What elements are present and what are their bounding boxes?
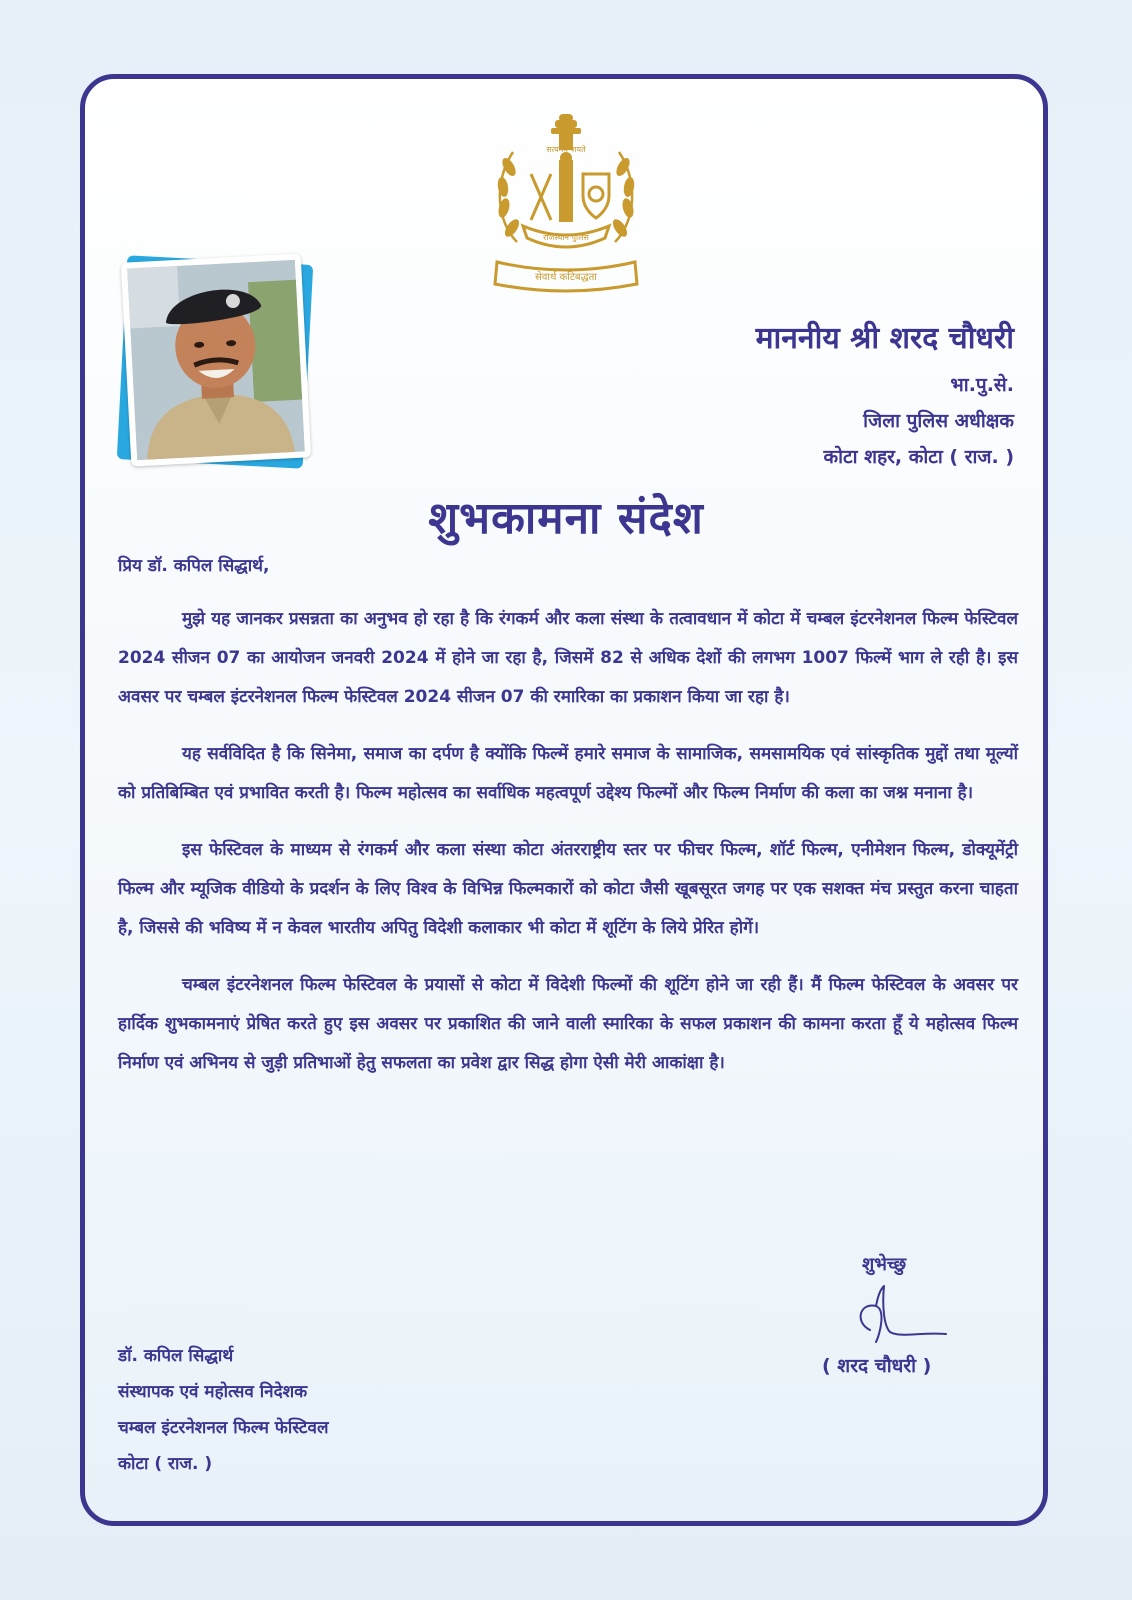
recipient-block bbox=[118, 1338, 328, 1482]
salutation: प्रिय डॉ. कपिल सिद्धार्थ, bbox=[118, 556, 270, 576]
officer-photo bbox=[118, 252, 318, 474]
recipient-title: संस्थापक एवं महोत्सव निदेशक bbox=[118, 1382, 308, 1402]
signatory-name: ( शरद चौधरी ) bbox=[822, 1355, 932, 1377]
officer-portrait-icon bbox=[121, 253, 311, 466]
recipient-city: कोटा ( राज. ) bbox=[118, 1454, 213, 1474]
recipient-organization: चम्बल इंटरनेशनल फिल्म फेस्टिवल bbox=[118, 1418, 329, 1438]
sender-name: माननीय श्री शरद चौधरी bbox=[755, 321, 1014, 356]
sender-location: कोटा शहर, कोटा ( राज. ) bbox=[823, 446, 1014, 468]
paragraph: यह सर्वविदित है कि सिनेमा, समाज का दर्पण है क्योंकि फिल्में हमारे समाज के सामाजिक, समसामयिक एवं सांस्कृतिक मुद्दों तथा मूल्यों को प्रतिबिम्बित एवं प्रभावित करती है। फिल्म महोत्सव का सर्वाधिक महत्वपूर्ण उद्देश्य फिल्मों और फिल्म निर्माण की कला का जश्न मनाना है। bbox=[118, 744, 1018, 803]
paragraph: मुझे यह जानकर प्रसन्नता का अनुभव हो रहा है कि रंगकर्म और कला संस्था के तत्वावधान में कोटा में चम्बल इंटरनेशनल फिल्म फेस्टिवल 2024 सीजन 07 का आयोजन जनवरी 2024 में होने जा रहा है, जिसमें 82 से अधिक देशों की लगभग 1007 फिल्में भाग ले रही है। इस अवसर पर चम्बल इंटरनेशनल फिल्म फेस्टिवल 2024 सीजन 07 की रमारिका का प्रकाशन किया जा रहा है। bbox=[118, 609, 1018, 707]
paragraph: इस फेस्टिवल के माध्यम से रंगकर्म और कला संस्था कोटा अंतरराष्ट्रीय स्तर पर फीचर फिल्म, शॉर्ट फिल्म, एनीमेशन फिल्म, डोक्यूमेंट्री फिल्म और म्यूजिक वीडियो के प्रदर्शन के लिए विश्व के विभिन्न फिल्मकारों को कोटा जैसी खूबसूरत जगह पर एक सशक्त मंच प्रस्तुत करना चाहता है, जिससे की भविष्य में न केवल भारतीय अपितु विदेशी कलाकार भी कोटा में शूटिंग के लिये प्रेरित होगें। bbox=[118, 840, 1018, 938]
sender-block bbox=[756, 316, 1014, 475]
emblem-scroll-text: सेवार्थ कटिबद्धता bbox=[535, 272, 597, 283]
recipient-name: डॉ. कपिल सिद्धार्थ bbox=[118, 1346, 234, 1366]
sender-designation: जिला पुलिस अधीक्षक bbox=[863, 410, 1014, 432]
closing-wish: शुभेच्छु bbox=[862, 1254, 907, 1275]
paragraph: चम्बल इंटरनेशनल फिल्म फेस्टिवल के प्रयासों से कोटा में विदेशी फिल्मों की शूटिंग होने जा रही हैं। मैं फिल्म फेस्टिवल के अवसर पर हार्दिक शुभकामनाएं प्रेषित करते हुए इस अवसर पर प्रकाशित की जाने वाली स्मारिका के सफल प्रकाशन की कामना करता हूँ ये महोत्सव फिल्म निर्माण एवं अभिनय से जुड़ी प्रतिभाओं हेतु सफलता का प्रवेश द्वार सिद्ध होगा ऐसी मेरी आकांक्षा है। bbox=[118, 975, 1018, 1073]
rajasthan-police-emblem-icon bbox=[487, 112, 645, 302]
emblem-motto-text: सत्यमेव जयते bbox=[546, 145, 586, 154]
emblem-ribbon-text: राजस्थान पुलिस bbox=[543, 233, 589, 242]
handwritten-signature-icon bbox=[850, 1282, 960, 1348]
sender-service: भा.पु.से. bbox=[950, 374, 1014, 396]
letter-body bbox=[118, 600, 1018, 1101]
page-title: शुभकामना संदेश bbox=[428, 493, 704, 544]
